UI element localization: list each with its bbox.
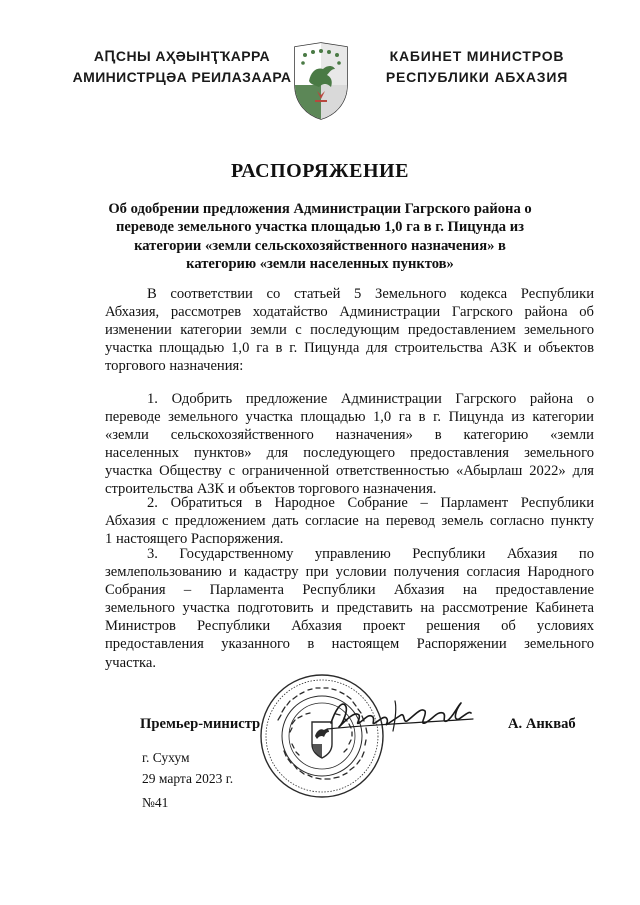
clause-1-line: строительства АЗК и объектов торгового назначения. [105, 481, 437, 498]
clause-3-line: Министров Республики Абхазия проект решения об условиях [105, 618, 594, 635]
clause-1-line: 1. Одобрить предложение Администрации Гагрского района о [147, 391, 594, 407]
intro-line: Абхазия, рассмотрев ходатайство Администрации Гагрского района об [105, 304, 594, 321]
header-abkhaz [72, 46, 292, 88]
intro-line: В соответствии со статьей 5 Земельного кодекса Республики [147, 286, 594, 302]
header-russian-line1: КАБИНЕТ МИНИСТРОВ [389, 48, 565, 64]
clause-2-line: 2. Обратиться в Народное Собрание – Парламент Республики [147, 495, 594, 511]
subject-line: Об одобрении предложения Администрации Гагрского района о [108, 201, 532, 217]
header-abkhaz-line2: АМИНИСТРЦӘА РЕИЛАЗААРА [72, 69, 292, 85]
clause-1-line: «земли сельскохозяйственного назначения» в категорию «земли [105, 427, 594, 444]
document-type: РАСПОРЯЖЕНИЕ [231, 160, 409, 182]
clause-2-line: 1 настоящего Распоряжения. [105, 531, 284, 548]
handwritten-signature-icon [325, 693, 475, 738]
document-place: г. Сухум [142, 750, 190, 765]
clause-3 [105, 545, 594, 672]
clause-3-line: предоставления указанного в настоящем Распоряжении земельного [105, 636, 594, 653]
clause-2 [105, 494, 594, 548]
subject-line: переводе земельного участка площадью 1,0 га в г. Пицунда из [116, 219, 524, 236]
clause-3-line: участка. [105, 654, 156, 671]
document-number: №41 [142, 795, 169, 810]
state-emblem-icon [291, 41, 351, 121]
clause-3-line: Собрания – Парламента Республики Абхазия на предоставление [105, 582, 594, 599]
intro-line: участка площадью 1,0 га в г. Пицунда для строительства АЗК и объектов [105, 340, 594, 357]
signer-name: А. Анкваб [508, 716, 576, 732]
intro-paragraph [105, 285, 594, 375]
signer-position: Премьер-министр [140, 716, 261, 732]
clause-3-line: землепользованию и кадастру при условии получения согласия Народного [105, 564, 594, 581]
clause-1 [105, 390, 594, 499]
header-russian-line2: РЕСПУБЛИКИ АБХАЗИЯ [385, 69, 569, 85]
clause-1-line: населенных пунктов» для последующего предоставления земельного [105, 445, 594, 462]
clause-1-line: участка Обществу с ограниченной ответственностью «Абырлаш 2022» для [105, 463, 594, 480]
intro-line: торгового назначения: [105, 358, 244, 375]
clause-3-line: земельного участка подготовить и представить на рассмотрение Кабинета [105, 600, 594, 617]
document-subject [100, 200, 540, 273]
clause-3-line: 3. Государственному управлению Республики Абхазия по [147, 546, 594, 562]
header-russian [372, 46, 582, 88]
subject-line: категорию «земли населенных пунктов» [186, 255, 454, 272]
subject-line: категории «земли сельскохозяйственного назначения» в [134, 237, 506, 254]
header-abkhaz-line1: АԤСНЫ АҲӘЫНҬҠАРРА [93, 48, 271, 64]
clause-1-line: переводе земельного участка площадью 1,0 га в г. Пицунда из категории [105, 409, 594, 426]
intro-line: изменении категории земли с последующим предоставлением земельного [105, 322, 594, 339]
document-date: 29 марта 2023 г. [142, 771, 234, 786]
clause-2-line: Абхазия с предложением дать согласие на перевод земель согласно пункту [105, 513, 594, 530]
